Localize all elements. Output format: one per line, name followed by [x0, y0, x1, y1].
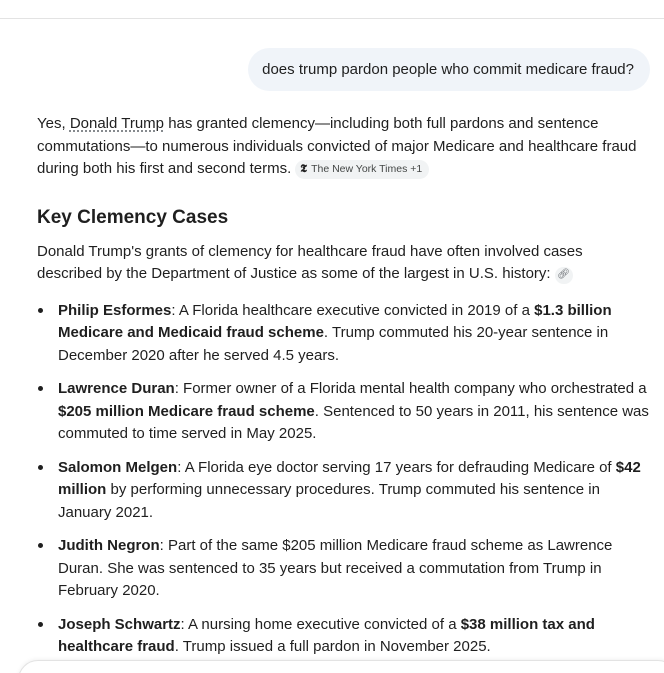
case-text: : Former owner of a Florida mental health company who orchestrated a — [174, 380, 647, 397]
section-heading: Key Clemency Cases — [37, 206, 229, 228]
section-paragraph — [37, 241, 637, 286]
case-text: by performing unnecessary procedures. Trump commuted his sentence in January 2021. — [58, 481, 600, 521]
paragraph-text: Donald Trump's grants of clemency for healthcare fraud have often involved cases described by the Department of Justice as some of the largest in U.S. history: — [37, 242, 583, 282]
list-item — [37, 378, 657, 446]
case-name: Salomon Melgen — [58, 458, 178, 476]
case-highlight: $1.3 billion Medicare and Medicaid fraud scheme — [58, 301, 612, 341]
person-link[interactable]: Donald Trump — [69, 115, 165, 132]
case-name: Judith Negron — [58, 537, 160, 554]
case-text: : A Florida eye doctor serving 17 years for defrauding Medicare of — [177, 458, 616, 476]
intro-text: has granted clemency—including both full pardons and sentence commutations—to numerous individuals convicted of major Medicare and healthcare fraud during both his first and second terms. — [37, 115, 637, 177]
ai-answer — [37, 113, 657, 670]
case-name: Joseph Schwartz — [58, 615, 181, 633]
source-chip-label: The New York Times +1 — [311, 163, 423, 175]
list-item — [37, 535, 657, 603]
case-text: : A nursing home executive convicted of a — [180, 615, 461, 633]
list-item — [37, 614, 657, 659]
case-text: . Trump commuted his 20-year sentence in December 2020 after he served 4.5 years. — [58, 324, 609, 364]
prompt-input-bar[interactable] — [18, 660, 664, 673]
user-query-text: does trump pardon people who commit medicare fraud? — [262, 61, 634, 78]
top-divider — [0, 18, 664, 19]
case-text: . Trump issued a full pardon in November 2025. — [174, 638, 491, 655]
case-highlight: $42 million — [58, 458, 641, 498]
intro-prefix: Yes, — [37, 115, 70, 132]
case-highlight: $38 million tax and healthcare fraud — [58, 615, 595, 655]
case-name: Lawrence Duran — [58, 380, 175, 397]
list-item — [37, 457, 657, 525]
source-chip[interactable] — [295, 160, 429, 179]
list-item — [37, 300, 657, 368]
case-name: Philip Esformes — [58, 301, 172, 319]
user-query-bubble — [248, 48, 650, 91]
nyt-logo-icon: 𝕿 — [300, 162, 308, 175]
answer-intro — [37, 113, 637, 181]
case-highlight: $205 million Medicare fraud scheme — [58, 402, 315, 420]
cases-list — [37, 300, 657, 659]
case-text: : Part of the same $205 million Medicare fraud scheme as Lawrence Duran. She was sentenced to 35 years but received a commutation from Trump in February 2020. — [58, 537, 613, 599]
case-text: . Sentenced to 50 years in 2011, his sentence was commuted to time served in May 2025. — [58, 402, 649, 442]
case-text: : A Florida healthcare executive convicted in 2019 of a — [171, 301, 535, 319]
link-icon[interactable]: 🔗︎ — [555, 267, 573, 284]
